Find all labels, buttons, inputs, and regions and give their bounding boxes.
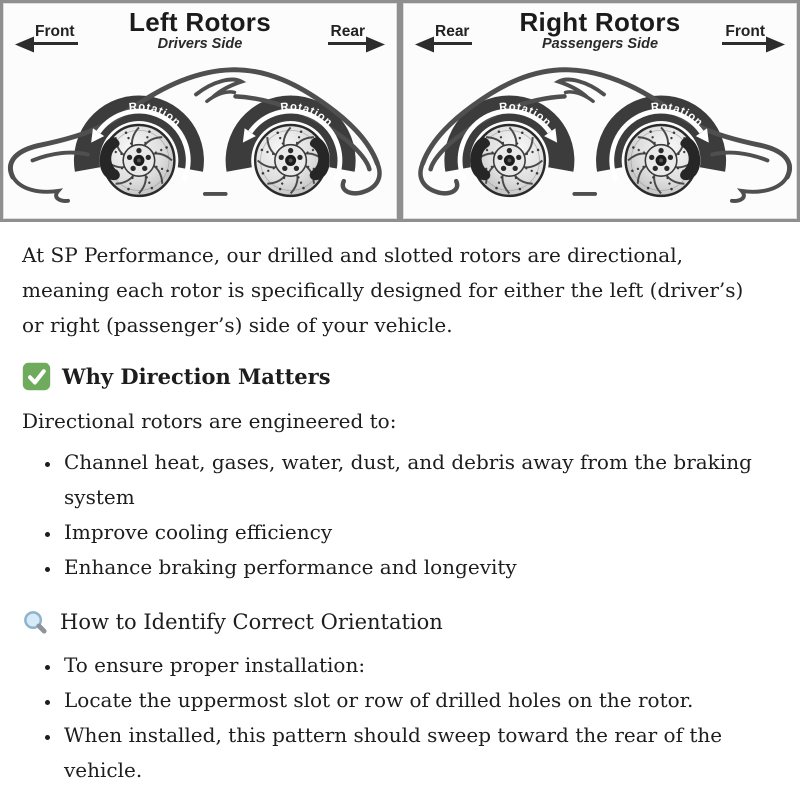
rotation-label: Rotation xyxy=(650,101,706,130)
direction-text: Rear xyxy=(328,23,368,45)
right-rotors-panel xyxy=(400,0,800,222)
right-arrow-icon xyxy=(766,37,785,53)
rotation-label: Rotation xyxy=(498,101,554,130)
direction-text: Front xyxy=(722,23,768,45)
magnifying-glass-icon xyxy=(22,609,49,636)
direction-front-label xyxy=(722,23,785,45)
left-rotors-panel xyxy=(0,0,400,222)
list-item: • Locate the uppermost slot or row of drilled holes on the rotor. xyxy=(62,683,762,718)
panel-subtitle: Passengers Side xyxy=(541,36,659,52)
section-heading-why-direction-matters xyxy=(22,359,762,394)
direction-front-label xyxy=(15,23,78,45)
left-arrow-icon xyxy=(415,37,434,53)
rotation-label: Rotation xyxy=(128,101,184,130)
intro-paragraph: At SP Performance, our drilled and slotted rotors are directional, meaning each rotor is specifically designed for either the left (driver’s) or right (passenger’s) side of your vehicle. xyxy=(22,243,744,337)
panel-title: Left Rotors xyxy=(129,7,271,37)
section-heading-identify-orientation xyxy=(22,605,762,640)
right-panel-header xyxy=(403,3,797,57)
rotation-label: Rotation xyxy=(279,101,335,130)
list-item: • To ensure proper installation: xyxy=(62,648,762,683)
car-scene-mirrored xyxy=(420,70,789,201)
check-mark-icon xyxy=(22,362,51,391)
right-car-illustration xyxy=(403,57,797,213)
car-scene xyxy=(10,70,379,201)
orientation-list xyxy=(22,648,762,788)
direction-text: Rear xyxy=(432,23,472,45)
list-item: • Improve cooling efficiency xyxy=(62,515,762,550)
section1-lead: Directional rotors are engineered to: xyxy=(22,409,397,433)
rotor-direction-diagram xyxy=(0,0,800,222)
list-item: • Channel heat, gases, water, dust, and debris away from the braking system xyxy=(62,445,762,515)
list-item: • When installed, this pattern should sweep toward the rear of the vehicle. xyxy=(62,718,762,788)
left-panel-header xyxy=(3,3,397,57)
article-body xyxy=(0,222,800,788)
list-item: • Enhance braking performance and longevity xyxy=(62,550,762,585)
panel-title: Right Rotors xyxy=(519,7,681,37)
right-arrow-icon xyxy=(366,37,385,53)
left-car-illustration xyxy=(3,57,397,213)
benefits-list xyxy=(22,445,762,585)
panel-subtitle: Drivers Side xyxy=(157,36,243,52)
section2-heading-text: How to Identify Correct Orientation xyxy=(60,610,443,634)
direction-rear-label xyxy=(328,23,385,45)
direction-text: Front xyxy=(32,23,78,45)
left-arrow-icon xyxy=(15,37,34,53)
section1-heading-text: Why Direction Matters xyxy=(62,364,331,389)
direction-rear-label xyxy=(415,23,472,45)
